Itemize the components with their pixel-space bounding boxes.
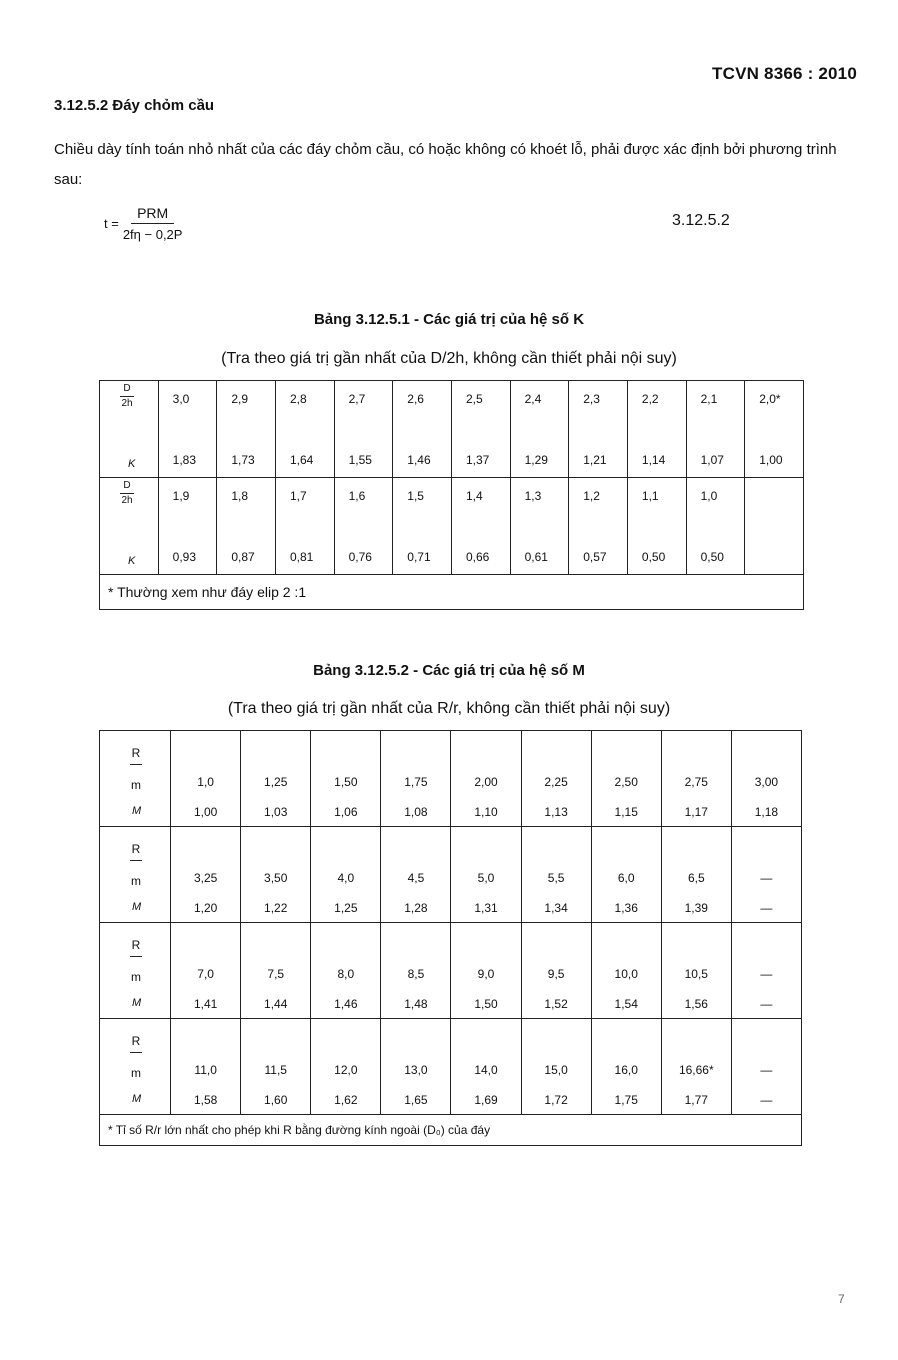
cell-wrap <box>662 1019 731 1114</box>
ratio-value: 1,6 <box>348 489 366 503</box>
ratio-value: 12,0 <box>334 1063 358 1077</box>
ratio-value: 15,0 <box>544 1063 568 1077</box>
cell-wrap <box>171 1019 240 1114</box>
k-value: 1,14 <box>641 453 666 467</box>
cell-wrap <box>171 731 240 826</box>
cell-wrap <box>511 381 569 477</box>
cell-wrap <box>662 827 731 922</box>
formula-numerator: PRM <box>131 205 174 224</box>
m-value: 1,41 <box>193 997 218 1011</box>
cell-wrap <box>171 923 240 1018</box>
ratio-value: 1,1 <box>641 489 659 503</box>
ratio-value: 2,7 <box>348 392 366 406</box>
table-cell <box>158 381 217 478</box>
ratio-value: 1,5 <box>407 489 424 503</box>
m-value: 1,75 <box>614 1093 638 1107</box>
table-cell <box>510 381 569 478</box>
row-header-wrap <box>100 923 170 1018</box>
m-value: 1,77 <box>684 1093 708 1107</box>
row-header <box>100 1019 171 1115</box>
k-value: 1,73 <box>231 453 255 467</box>
table-cell <box>521 731 591 827</box>
ratio-value: 3,00 <box>754 775 779 789</box>
ratio-value: 1,25 <box>264 775 288 789</box>
m-label: M <box>132 901 142 913</box>
m-value: 1,39 <box>684 901 708 915</box>
table-cell <box>731 923 801 1019</box>
table-cell <box>241 1019 311 1115</box>
cell-wrap <box>381 923 450 1018</box>
cell-wrap <box>687 478 745 574</box>
ratio-value: 4,0 <box>337 871 355 885</box>
cell-wrap <box>522 731 591 826</box>
cell-wrap <box>159 478 217 574</box>
m-value: — <box>760 901 773 915</box>
fraction-bar <box>130 764 142 765</box>
table-cell <box>171 731 241 827</box>
ratio-value: 9,5 <box>547 967 565 981</box>
table-row <box>100 731 802 827</box>
row-header <box>100 923 171 1019</box>
ratio-value: 8,5 <box>407 967 425 981</box>
cell-wrap <box>522 827 591 922</box>
ratio-value: 5,0 <box>477 871 495 885</box>
cell-wrap <box>592 731 661 826</box>
cell-wrap <box>745 381 803 477</box>
table-cell <box>217 478 276 575</box>
fraction-bar <box>130 956 142 957</box>
cell-wrap <box>335 478 393 574</box>
m-value: 1,44 <box>264 997 288 1011</box>
k-value: 1,83 <box>172 453 197 467</box>
ratio-value: 1,75 <box>404 775 428 789</box>
m-value: 1,58 <box>193 1093 218 1107</box>
m-value: 1,31 <box>474 901 498 915</box>
cell-wrap <box>732 827 801 922</box>
cell-wrap <box>662 731 731 826</box>
ratio-value: 6,0 <box>617 871 635 885</box>
table-cell <box>381 1019 451 1115</box>
k-value: 1,00 <box>759 453 783 467</box>
ratio-value: 2,8 <box>289 392 307 406</box>
table-cell <box>171 1019 241 1115</box>
m-value: 1,13 <box>544 805 568 819</box>
ratio-value: 11,5 <box>264 1063 287 1077</box>
ratio-value: 2,4 <box>524 392 542 406</box>
table-cell <box>275 381 334 478</box>
m-value: 1,56 <box>684 997 708 1011</box>
ratio-value: 1,50 <box>334 775 358 789</box>
cell-wrap <box>451 731 520 826</box>
ratio-value: 2,1 <box>700 392 718 406</box>
footnote-row <box>100 575 804 610</box>
row-header <box>100 381 159 478</box>
ratio-label <box>120 481 134 506</box>
m-value: 1,46 <box>334 997 358 1011</box>
table-cell <box>241 731 311 827</box>
m-value: 1,52 <box>544 997 568 1011</box>
table-k <box>99 380 804 610</box>
cell-wrap <box>241 923 310 1018</box>
ratio-value: 14,0 <box>474 1063 498 1077</box>
m-value: 1,22 <box>264 901 288 915</box>
ratio-label-top: D <box>123 480 131 491</box>
ratio-value: 16,66* <box>678 1063 714 1077</box>
cell-wrap <box>311 923 380 1018</box>
table-row <box>100 478 804 575</box>
table-cell <box>217 381 276 478</box>
table-cell <box>381 731 451 827</box>
ratio-label <box>130 747 142 791</box>
m-value: 1,34 <box>544 901 568 915</box>
fraction-bar <box>130 1052 142 1053</box>
table-cell <box>334 381 393 478</box>
ratio-value: 3,0 <box>172 392 190 406</box>
table-cell <box>745 478 804 575</box>
table-m-note: (Tra theo giá trị gần nhất của R/r, không cần thiết phải nội suy) <box>227 700 671 717</box>
cell-wrap <box>311 1019 380 1114</box>
m-value: 1,60 <box>264 1093 288 1107</box>
cell-wrap <box>592 827 661 922</box>
cell-wrap <box>628 381 686 477</box>
ratio-value: 1,8 <box>231 489 248 503</box>
ratio-label-top: D <box>123 383 131 394</box>
table-cell <box>451 478 510 575</box>
table-cell <box>510 478 569 575</box>
ratio-value: 1,0 <box>197 775 214 789</box>
ratio-label-top: R <box>131 1034 141 1048</box>
table-cell <box>381 923 451 1019</box>
m-value: 1,69 <box>474 1093 498 1107</box>
row-header <box>100 827 171 923</box>
ratio-value: 1,0 <box>700 489 718 503</box>
ratio-label-bottom: m <box>131 970 141 984</box>
table-cell <box>686 381 745 478</box>
table-m-caption: Bảng 3.12.5.2 - Các giá trị của hệ số M <box>313 662 585 679</box>
k-value: 0,87 <box>231 550 255 564</box>
cell-wrap <box>522 923 591 1018</box>
ratio-value: 10,5 <box>684 967 708 981</box>
m-value: 1,00 <box>193 805 218 819</box>
ratio-label-bottom: m <box>131 1066 141 1080</box>
m-value: 1,18 <box>754 805 779 819</box>
m-value: 1,50 <box>474 997 498 1011</box>
table-cell <box>393 478 452 575</box>
k-value: 0,71 <box>407 550 431 564</box>
ratio-value: 7,5 <box>267 967 285 981</box>
m-value: 1,25 <box>334 901 358 915</box>
k-value: 1,21 <box>583 453 607 467</box>
cell-wrap <box>393 381 451 477</box>
ratio-value: 7,0 <box>197 967 214 981</box>
ratio-value: 4,5 <box>407 871 425 885</box>
table-cell <box>521 1019 591 1115</box>
table-cell <box>661 1019 731 1115</box>
table-cell <box>627 478 686 575</box>
table-cell <box>731 827 801 923</box>
ratio-label-bottom: m <box>131 874 141 888</box>
cell-wrap <box>159 381 217 477</box>
table-cell <box>275 478 334 575</box>
ratio-value: — <box>760 871 773 885</box>
equation-number: 3.12.5.2 <box>672 212 730 229</box>
ratio-label <box>120 384 134 409</box>
k-value: 1,64 <box>289 453 314 467</box>
fraction-bar <box>120 396 134 397</box>
ratio-value: 2,25 <box>544 775 568 789</box>
cell-wrap <box>311 731 380 826</box>
ratio-value: 13,0 <box>404 1063 428 1077</box>
table-cell <box>451 381 510 478</box>
table-k-caption: Bảng 3.12.5.1 - Các giá trị của hệ số K <box>313 311 585 328</box>
table-cell <box>569 478 628 575</box>
table-cell <box>241 827 311 923</box>
table-cell <box>393 381 452 478</box>
m-label: M <box>132 1093 142 1105</box>
formula-lhs: t = <box>104 216 119 231</box>
ratio-value: 11,0 <box>194 1063 217 1077</box>
ratio-label <box>130 1035 142 1079</box>
ratio-label-bottom: 2h <box>121 495 133 506</box>
table-cell <box>731 1019 801 1115</box>
k-value: 0,61 <box>524 550 548 564</box>
cell-wrap <box>687 381 745 477</box>
k-value: 1,29 <box>524 453 548 467</box>
cell-wrap <box>276 478 334 574</box>
ratio-value: 2,0* <box>759 392 781 406</box>
ratio-value: 16,0 <box>614 1063 638 1077</box>
table-cell <box>745 381 804 478</box>
row-header-wrap <box>100 731 170 826</box>
m-value: 1,65 <box>404 1093 428 1107</box>
k-value: 0,57 <box>583 550 607 564</box>
ratio-value: 2,00 <box>474 775 498 789</box>
table-cell <box>521 827 591 923</box>
cell-wrap <box>569 478 627 574</box>
table-cell <box>591 827 661 923</box>
cell-wrap <box>452 381 510 477</box>
cell-wrap <box>569 381 627 477</box>
ratio-value: 2,75 <box>684 775 708 789</box>
footnote: * Tỉ số R/r lớn nhất cho phép khi R bằng đường kính ngoài (D₀) của đáy <box>100 1115 802 1146</box>
table-k-note: (Tra theo giá trị gần nhất của D/2h, không cần thiết phải nội suy) <box>221 350 677 367</box>
cell-wrap <box>451 1019 520 1114</box>
ratio-value: 2,5 <box>465 392 483 406</box>
m-value: 1,15 <box>614 805 638 819</box>
ratio-label-top: R <box>131 938 141 952</box>
table-cell <box>311 731 381 827</box>
table-row <box>100 1019 802 1115</box>
ratio-value: 3,50 <box>264 871 288 885</box>
table-cell <box>381 827 451 923</box>
m-value: 1,10 <box>474 805 498 819</box>
ratio-value: 2,2 <box>641 392 659 406</box>
row-header-wrap <box>100 478 158 574</box>
table-m <box>99 730 802 1146</box>
m-label: M <box>132 805 142 817</box>
cell-wrap <box>171 827 240 922</box>
m-label: M <box>132 997 142 1009</box>
ratio-label-top: R <box>131 842 141 856</box>
ratio-value: 2,6 <box>407 392 424 406</box>
k-value: 1,46 <box>407 453 431 467</box>
ratio-value: 1,9 <box>172 489 190 503</box>
ratio-value: 6,5 <box>687 871 705 885</box>
footnote-row <box>100 1115 802 1146</box>
table-cell <box>731 731 801 827</box>
footnote: * Thường xem như đáy elip 2 :1 <box>100 575 804 610</box>
m-value: — <box>760 997 773 1011</box>
m-value: 1,62 <box>334 1093 358 1107</box>
table-cell <box>591 1019 661 1115</box>
table-row <box>100 923 802 1019</box>
fraction-bar <box>130 860 142 861</box>
cell-wrap <box>276 381 334 477</box>
ratio-value: 3,25 <box>193 871 218 885</box>
m-value: 1,03 <box>264 805 288 819</box>
ratio-value: 1,3 <box>524 489 542 503</box>
table-cell <box>451 923 521 1019</box>
cell-wrap <box>662 923 731 1018</box>
ratio-value: — <box>760 967 773 981</box>
k-label: K <box>128 555 136 567</box>
cell-wrap <box>381 1019 450 1114</box>
thickness-formula <box>104 205 182 242</box>
table-cell <box>311 923 381 1019</box>
ratio-value: 2,50 <box>614 775 638 789</box>
cell-wrap <box>452 478 510 574</box>
cell-wrap <box>732 1019 801 1114</box>
ratio-label <box>130 939 142 983</box>
row-header-wrap <box>100 1019 170 1114</box>
m-value: 1,08 <box>404 805 428 819</box>
k-value: 1,07 <box>700 453 724 467</box>
cell-wrap <box>241 731 310 826</box>
ratio-value: 1,7 <box>289 489 307 503</box>
section-title: 3.12.5.2 Đáy chỏm cầu <box>54 97 215 114</box>
cell-wrap <box>311 827 380 922</box>
k-value: 0,50 <box>641 550 666 564</box>
ratio-value: — <box>760 1063 773 1077</box>
table-cell <box>569 381 628 478</box>
cell-wrap <box>451 827 520 922</box>
k-value: 0,50 <box>700 550 724 564</box>
table-cell <box>171 923 241 1019</box>
k-value: 1,37 <box>465 453 490 467</box>
ratio-value: 8,0 <box>337 967 355 981</box>
row-header-wrap <box>100 381 158 477</box>
k-value: 1,55 <box>348 453 372 467</box>
cell-wrap <box>241 827 310 922</box>
k-value: 0,81 <box>289 550 314 564</box>
table-cell <box>661 923 731 1019</box>
table-cell <box>661 731 731 827</box>
page-number: 7 <box>838 1292 845 1306</box>
ratio-label <box>130 843 142 887</box>
table-cell <box>627 381 686 478</box>
cell-wrap <box>732 923 801 1018</box>
m-value: 1,20 <box>193 901 218 915</box>
ratio-label-top: R <box>131 746 141 760</box>
cell-wrap <box>592 923 661 1018</box>
cell-wrap <box>511 478 569 574</box>
cell-wrap <box>217 478 275 574</box>
cell-wrap <box>745 478 803 574</box>
m-value: 1,36 <box>614 901 638 915</box>
table-row <box>100 381 804 478</box>
table-cell <box>591 731 661 827</box>
ratio-value: 10,0 <box>614 967 638 981</box>
ratio-label-bottom: m <box>131 778 141 792</box>
cell-wrap <box>592 1019 661 1114</box>
ratio-value: 2,3 <box>583 392 600 406</box>
formula-denominator: 2fη − 0,2P <box>122 227 183 242</box>
row-header-wrap <box>100 827 170 922</box>
cell-wrap <box>732 731 801 826</box>
cell-wrap <box>335 381 393 477</box>
ratio-value: 1,4 <box>465 489 483 503</box>
formula-fraction <box>123 205 183 242</box>
cell-wrap <box>217 381 275 477</box>
table-cell <box>311 1019 381 1115</box>
table-cell <box>521 923 591 1019</box>
k-value: 0,93 <box>172 550 197 564</box>
m-value: 1,17 <box>684 805 708 819</box>
row-header <box>100 731 171 827</box>
cell-wrap <box>381 827 450 922</box>
table-cell <box>591 923 661 1019</box>
table-cell <box>451 1019 521 1115</box>
table-cell <box>241 923 311 1019</box>
cell-wrap <box>451 923 520 1018</box>
k-value: 0,66 <box>465 550 490 564</box>
ratio-value: 1,2 <box>583 489 600 503</box>
m-value: 1,48 <box>404 997 428 1011</box>
k-label: K <box>128 458 136 470</box>
table-cell <box>311 827 381 923</box>
row-header <box>100 478 159 575</box>
table-cell <box>661 827 731 923</box>
m-value: 1,72 <box>544 1093 568 1107</box>
table-row <box>100 827 802 923</box>
k-value: 0,76 <box>348 550 372 564</box>
table-cell <box>451 827 521 923</box>
m-value: 1,54 <box>614 997 638 1011</box>
cell-wrap <box>381 731 450 826</box>
cell-wrap <box>628 478 686 574</box>
ratio-value: 5,5 <box>547 871 565 885</box>
table-cell <box>451 731 521 827</box>
ratio-value: 2,9 <box>231 392 248 406</box>
m-value: — <box>760 1093 773 1107</box>
table-cell <box>158 478 217 575</box>
table-cell <box>171 827 241 923</box>
cell-wrap <box>393 478 451 574</box>
table-cell <box>686 478 745 575</box>
table-cell <box>334 478 393 575</box>
ratio-value: 9,0 <box>477 967 495 981</box>
m-value: 1,28 <box>404 901 428 915</box>
fraction-bar <box>120 493 134 494</box>
standard-code: TCVN 8366 : 2010 <box>712 64 857 83</box>
section-paragraph: Chiều dày tính toán nhỏ nhất của các đáy chỏm cầu, có hoặc không có khoét lỗ, phải được xác định bởi phương trình sau: <box>54 141 837 188</box>
ratio-label-bottom: 2h <box>121 398 133 409</box>
cell-wrap <box>522 1019 591 1114</box>
cell-wrap <box>241 1019 310 1114</box>
m-value: 1,06 <box>334 805 358 819</box>
